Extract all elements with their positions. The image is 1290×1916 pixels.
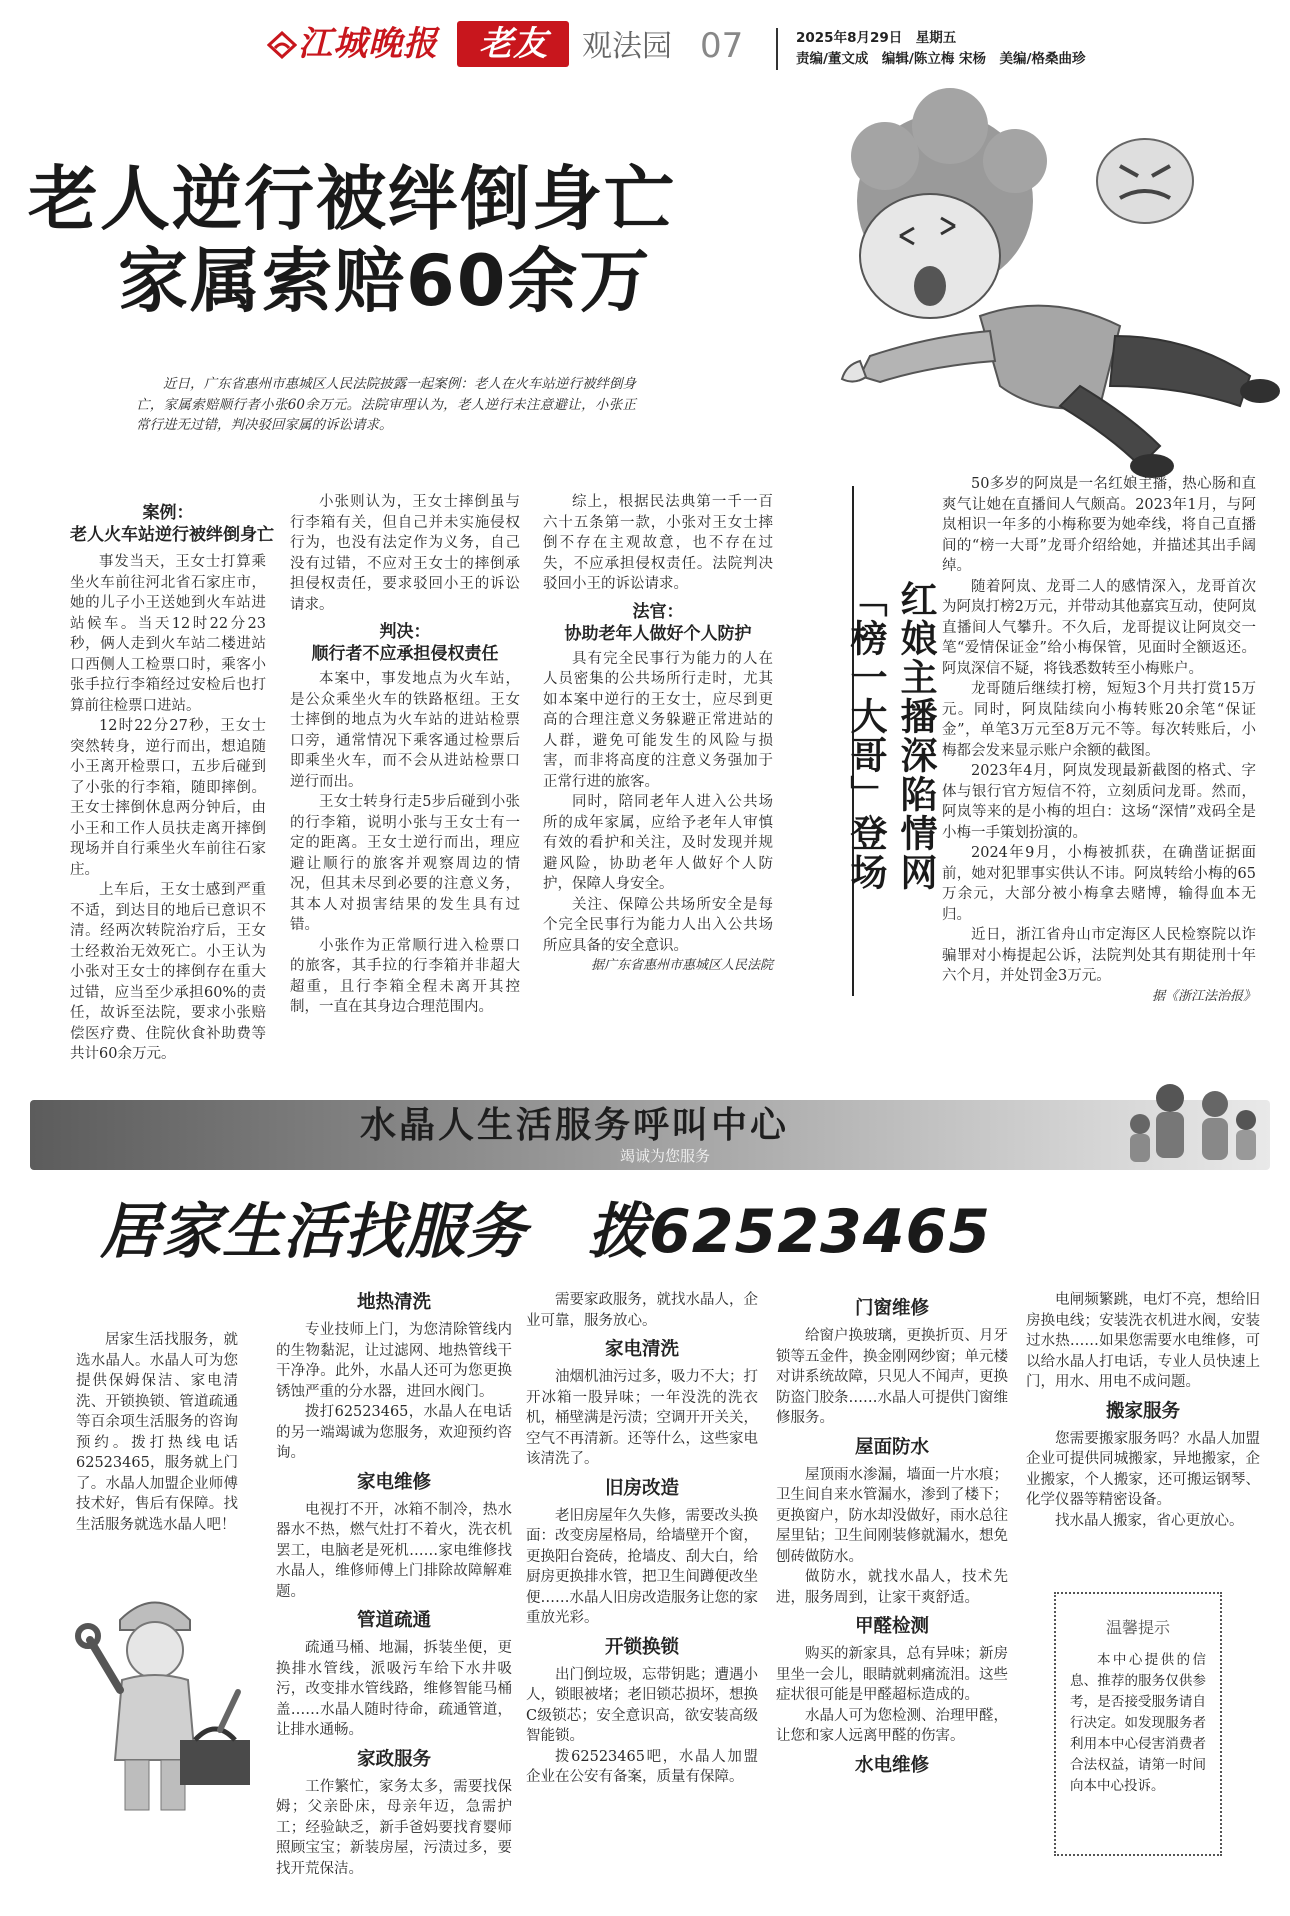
judgment-subtitle: 顺行者不应承担侵权责任 [311, 644, 499, 664]
formaldehyde-paragraph-1: 购买的新家具，总有异味；新房里坐一会儿，眼睛就刺痛流泪。这些症状很可能是甲醛超标造成的。 [776, 1646, 1008, 1703]
article1-column1 [70, 502, 274, 1065]
case-paragraph-4: 小张则认为，王女士摔倒虽与行李箱有关，但自己并未实施侵权行为，也没有法定作为义务，自己没有过错，不应对王女士的摔倒承担侵权责任，要求驳回小王的诉讼请求。 [290, 494, 520, 613]
moving-paragraph-2: 找水晶人搬家，省心更放心。 [1055, 1512, 1244, 1529]
renovation-title: 旧房改造 [604, 1477, 679, 1499]
warm-notice-box [1054, 1592, 1222, 1856]
appliance-clean-paragraph: 油烟机油污过多，吸力不大；打开冰箱一股异味；一年没洗的洗衣机，桶壁满是污渍；空调开开关关，空气不再清新。还等什么，这些家电该清洗了。 [526, 1369, 758, 1467]
appliance-repair-title: 家电维修 [356, 1471, 431, 1493]
appliance-clean-title: 家电清洗 [604, 1339, 679, 1360]
water-electric-paragraph: 电闸频繁跳，电灯不亮，想给旧房换电线；安装洗衣机进水阀，安装过水热……如果您需要水电维修，可以给水晶人打电话，专业人员快速上门，用水、用电不成问题。 [1026, 1292, 1260, 1390]
headline-line1: 老人逆行被绊倒身亡 [28, 158, 676, 240]
article1-column3 [543, 492, 773, 975]
repairman-illustration [50, 1580, 260, 1820]
fallen-elder-illustration [780, 86, 1290, 486]
page-name: 观法园 [582, 29, 672, 64]
ad-column2 [276, 1290, 512, 1879]
housekeeping-paragraph-1: 工作繁忙，家务太多，需要找保姆；父亲卧床，母亲年迈，急需护工；经验缺乏，新手爸妈要找育婴师照顾宝宝；新装房屋，污渍过多，要找开荒保洁。 [276, 1778, 512, 1877]
case-label: 案例： [142, 503, 194, 523]
warm-notice-title: 温馨提示 [1105, 1618, 1170, 1637]
door-window-paragraph: 给窗户换玻璃，更换折页、月牙锁等五金件，换金刚网纱窗；单元楼对讲系统故障，只见人不闻声，更换防盗门胶条……水晶人可提供门窗维修服务。 [776, 1328, 1008, 1426]
judge-subtitle: 协助老年人做好个人防护 [564, 623, 752, 644]
article1-source: 据广东省惠州市惠城区人民法院 [590, 958, 773, 973]
case-paragraph-1: 事发当天，王女士打算乘坐火车前往河北省石家庄市，她的儿子小王送她到火车站进站候车。当天12时22分23秒，俩人走到火车站二楼进站口西侧人工检票口时，乘客小张手拉行李箱经过安检后也打算前往检票口进站。 [70, 554, 266, 714]
article2-body [942, 474, 1256, 1006]
roof-waterproof-title: 屋面防水 [854, 1436, 929, 1458]
editor-line: 责编/董文成 编辑/陈立梅 宋杨 美编/格桑曲珍 [796, 51, 1086, 67]
judgment-paragraph-4: 综上，根据民法典第一千一百六十五条第一款，小张对王女士摔倒不存在主观故意，也不存在过失，不应承担侵权责任。法院判决驳回小王的诉讼请求。 [543, 494, 773, 592]
judge-paragraph-3: 关注、保障公共场所安全是每个完全民事行为能力人出入公共场所应具备的安全意识。 [543, 896, 773, 954]
moving-title: 搬家服务 [1105, 1400, 1180, 1422]
article2-paragraph-6: 近日，浙江省舟山市定海区人民检察院以诈骗罪对小梅提起公诉，法院判处其有期徒刑十年六个月，并处罚金3万元。 [942, 927, 1256, 984]
headline-line2: 家属索赔60余万 [118, 240, 652, 322]
floorheat-title: 地热清洗 [356, 1292, 431, 1313]
formaldehyde-paragraph-2: 水晶人可为您检测、治理甲醛，让您和家人远离甲醛的伤害。 [776, 1707, 1008, 1744]
masthead [0, 0, 1290, 80]
ad-banner [30, 1100, 1270, 1170]
floorheat-paragraph-2: 拨打62523465，水晶人在电话的另一端竭诚为您服务，欢迎预约咨询。 [276, 1404, 512, 1461]
ad-intro-text: 居家生活找服务，就选水晶人。水晶人可为您提供保姆保洁、家电清洗、开锁换锁、管道疏通等百余项生活服务的咨询预约。拨打热线电话62523465，服务就上门了。水晶人加盟企业师傅技术好，售后有保障。找生活服务就选水晶人吧！ [76, 1332, 238, 1533]
housekeeping-title: 家政服务 [356, 1748, 431, 1770]
family-photo-icon [1120, 1078, 1270, 1172]
judgment-label: 判决： [379, 622, 431, 642]
floorheat-paragraph-1: 专业技师上门，为您清除管线内的生物黏泥，让过滤网、地热管线干干净净。此外，水晶人还可为您更换锈蚀严重的分水器，进回水阀门。 [276, 1322, 512, 1400]
case-paragraph-3: 上车后，王女士感到严重不适，到达目的地后已意识不清。经两次转院治疗后，王女士经救治无效死亡。小王认为小张对王女士的摔倒存在重大过错，应当至少承担60%的责任，故诉至法院，要求小张赔偿医疗费、住院伙食补助费等共计60余万元。 [70, 882, 266, 1062]
masthead-divider [776, 28, 778, 70]
roof-waterproof-paragraph-2: 做防水，就找水晶人，技术先进，服务周到，让家干爽舒适。 [776, 1569, 1008, 1606]
locksmith-paragraph-2: 拨62523465吧，水晶人加盟企业在公安有备案，质量有保障。 [526, 1748, 758, 1785]
article2-paragraph-1: 50多岁的阿岚是一名红娘主播，热心肠和直爽气让她在直播间人气颇高。2023年1月，与阿岚相识一年多的小梅称要为她牵线，将自己直播间的“榜一大哥”龙哥介绍给她，并描述其出手阔绰。 [942, 476, 1256, 574]
article2-paragraph-4: 2023年4月，阿岚发现最新截图的格式、字体与银行官方短信不符，立刻质问龙哥。然而，阿岚等来的是小梅的坦白：这场“深情”戏码全是小梅一手策划扮演的。 [942, 763, 1256, 841]
water-electric-title: 水电维修 [854, 1754, 929, 1776]
ad-banner-subtitle: 竭诚为您服务 [620, 1147, 711, 1165]
ad-banner-title: 水晶人生活服务呼叫中心 [360, 1105, 790, 1146]
article2-title [830, 580, 940, 960]
case-subtitle: 老人火车站逆行被绊倒身亡 [70, 525, 274, 545]
article1-column2 [290, 492, 520, 1018]
lead-text: 近日，广东省惠州市惠城区人民法院披露一起案例：老人在火车站逆行被绊倒身亡，家属索赔顺行者小张60余万元。法院审理认为，老人逆行未注意避让，小张正常行进无过错，判决驳回家属的诉讼请求。 [136, 376, 636, 433]
lead-paragraph [136, 374, 636, 436]
date-line: 2025年8月29日 星期五 [796, 30, 957, 46]
moving-paragraph-1: 您需要搬家服务吗？水晶人加盟企业可提供同城搬家，异地搬家，企业搬家，个人搬家，还可搬运钢琴、化学仪器等精密设备。 [1026, 1430, 1260, 1508]
ad-headline: 居家生活找服务 拨62523465 [100, 1197, 991, 1267]
paper-logo-icon [267, 31, 297, 59]
ad-column3 [526, 1290, 758, 1788]
article2-source: 据《浙江法治报》 [1151, 988, 1256, 1004]
judge-paragraph-2: 同时，陪同老年人进入公共场所的成年家属，应给予老年人审慎有效的看护和关注，及时发现并规避风险，协助老年人做好个人防护，保障人身安全。 [543, 794, 773, 892]
pipe-unclog-paragraph: 疏通马桶、地漏，拆装坐便，更换排水管线，派吸污车给下水井吸污，改变排水管线路，维修智能马桶盖……水晶人随时待命，疏通管道，让排水通畅。 [276, 1640, 512, 1738]
page-number: 07 [700, 26, 744, 66]
article2-title-text: 红娘主播深陷情网「榜一大哥」登场 [844, 580, 937, 892]
article2-paragraph-5: 2024年9月，小梅被抓获，在确凿证据面前，她对犯罪事实供认不讳。阿岚转给小梅的65万余元，大部分被小梅拿去赌博，输得血本无归。 [942, 845, 1256, 923]
judgment-paragraph-2: 王女士转身行走5步后碰到小张的行李箱，说明小张与王女士有一定的距离。王女士逆行而出，理应避让顺行的旅客并观察周边的情况，但其未尽到必要的注意义务，其本人对损害结果的发生具有过错。 [290, 794, 520, 933]
judgment-paragraph-1: 本案中，事发地点为火车站，是公众乘坐火车的铁路枢纽。王女士摔倒的地点为火车站的进站检票口旁，通常情况下乘客通过检票后即乘坐火车，而不会从进站检票口逆行而出。 [290, 671, 520, 790]
judge-paragraph-1: 具有完全民事行为能力的人在人员密集的公共场所行走时，尤其如本案中逆行的王女士，应尽到更高的合理注意义务躲避正常进站的人群，避免可能发生的风险与损害，而非将高度的注意义务强加于正常行进的旅客。 [543, 650, 773, 790]
paper-name: 江城晚报 [298, 24, 438, 64]
locksmith-paragraph-1: 出门倒垃圾，忘带钥匙；遭遇小人，锁眼被堵；老旧锁芯损坏，想换C级锁芯；安全意识高，欲安装高级智能锁。 [526, 1666, 758, 1744]
ad-column4 [776, 1296, 1008, 1783]
article2-paragraph-2: 随着阿岚、龙哥二人的感情深入，龙哥首次为阿岚打榜2万元，并带动其他嘉宾互动，使阿岚直播间人气攀升。不久后，龙哥提议让阿岚交一笔“爱情保证金”给小梅保管，见面时全额返还。阿岚深信不疑，将钱悉数转至小梅账户。 [942, 578, 1256, 677]
appliance-repair-paragraph: 电视打不开，冰箱不制冷，热水器水不热，燃气灶打不着火，洗衣机罢工，电脑老是死机……家电维修找水晶人，维修师傅上门排除故障解难题。 [276, 1501, 512, 1600]
headline [28, 158, 788, 322]
case-paragraph-2: 12时22分27秒，王女士突然转身，逆行而出，想追随小王离开检票口，五步后碰到了小张的行李箱，随即摔倒。王女士摔倒休息两分钟后，由小王和工作人员扶走离开摔倒现场并自行乘坐火车前往石家庄。 [70, 718, 266, 878]
roof-waterproof-paragraph-1: 屋顶雨水渗漏，墙面一片水痕；卫生间自来水管漏水，渗到了楼下；更换窗户，防水却没做好，雨水总往屋里钻；卫生间刚装修就漏水，想免刨砖做防水。 [776, 1466, 1008, 1565]
section-badge: 老友 [457, 21, 569, 67]
housekeeping-paragraph-2: 需要家政服务，就找水晶人，企业可靠，服务放心。 [526, 1292, 758, 1329]
judgment-paragraph-3: 小张作为正常顺行进入检票口的旅客，其手拉的行李箱并非超大超重，且行李箱全程未离开其控制，一直在其身边合理范围内。 [290, 937, 520, 1015]
ad-intro-column [76, 1330, 238, 1535]
renovation-paragraph: 老旧房屋年久失修，需要改头换面：改变房屋格局，给墙壁开个窗，更换阳台瓷砖，抢墙皮、刮大白，给厨房更换排水管，把卫生间蹲便改坐便……水晶人旧房改造服务让您的家重放光彩。 [526, 1507, 758, 1626]
door-window-title: 门窗维修 [854, 1298, 929, 1319]
warm-notice-text: 本中心提供的信息、推荐的服务仅供参考，是否接受服务请自行决定。如发现服务者利用本中心侵害消费者合法权益，请第一时间向本中心投诉。 [1070, 1652, 1206, 1794]
locksmith-title: 开锁换锁 [604, 1636, 679, 1658]
article2-paragraph-3: 龙哥随后继续打榜，短短3个月共打赏15万元。同时，阿岚陆续向小梅转账20余笔“保证金”，单笔3万元至8万元不等。每次转账后，小梅都会发来显示账户余额的截图。 [942, 681, 1256, 759]
judge-label: 法官： [632, 601, 684, 622]
ad-column5 [1026, 1290, 1260, 1531]
pipe-unclog-title: 管道疏通 [356, 1610, 431, 1631]
formaldehyde-title: 甲醛检测 [854, 1616, 929, 1637]
